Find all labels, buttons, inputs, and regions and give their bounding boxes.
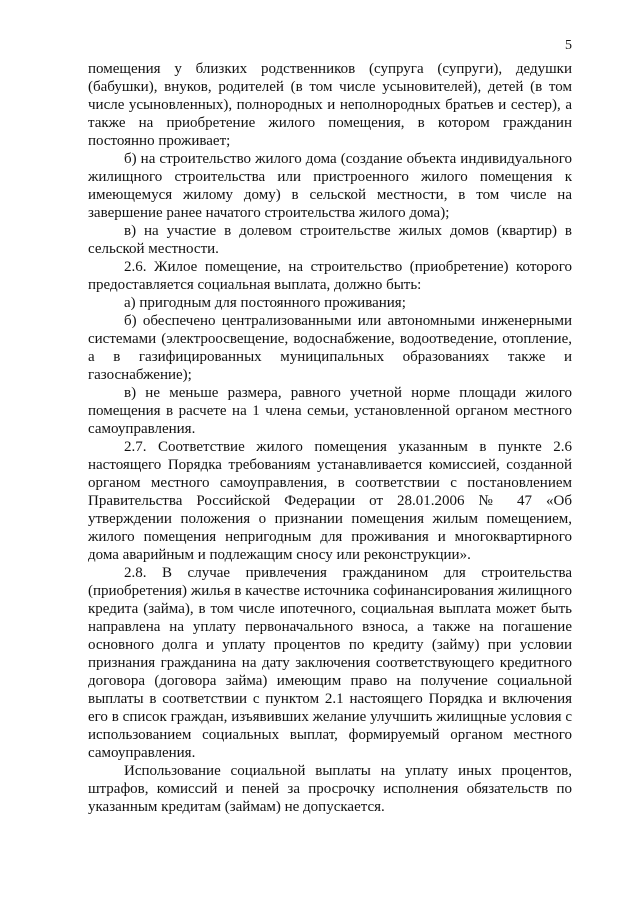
paragraph-section-2-7: 2.7. Соответствие жилого помещения указанным в пункте 2.6 настоящего Порядка требованиям устанавливается комиссией, созданной органом местного самоуправления, в соответствии с постановлением Правительства Российской Федерации от 28.01.2006 № 47 «Об утверждении положения о признании помещения жилым помещением, жилого помещения непригодным для проживания и многоквартирного дома аварийным и подлежащим сносу или реконструкции».: [88, 439, 572, 563]
paragraph-section-2-8: 2.8. В случае привлечения гражданином для строительства (приобретения) жилья в качестве источника софинансирования жилищного кредита (займа), в том числе ипотечного, социальная выплата может быть направлена на уплату первоначального взноса, а также на погашение основного долга и уплату процентов по кредиту (займу) при условии признания гражданина на дату заключения соответствующего кредитного договора (договора займа) имеющим право на получение социальной выплаты в соответствии с пунктом 2.1 настоящего Порядка и включения его в список граждан, изъявивших желание улучшить жилищные условия с использованием социальных выплат, формируемый органом местного самоуправления.: [88, 565, 572, 761]
page-number: 5: [565, 38, 572, 53]
paragraph-item-v-area-norm: в) не меньше размера, равного учетной норме площади жилого помещения в расчете на 1 члена семьи, установленной органом местного самоуправления.: [88, 385, 572, 437]
paragraph-restriction: Использование социальной выплаты на уплату иных процентов, штрафов, комиссий и пеней за просрочку исполнения обязательств по указанным кредитам (займам) не допускается.: [88, 763, 572, 815]
paragraph-item-b-engineering-systems: б) обеспечено централизованными или автономными инженерными системами (электроосвещение, водоснабжение, водоотведение, отопление, а в газифицированных муниципальных образованиях также и газоснабжение);: [88, 313, 572, 383]
paragraph-item-b-construction: б) на строительство жилого дома (создание объекта индивидуального жилищного строительства или пристроенного жилого помещения к имеющемуся жилому дому) в сельской местности, в том числе на завершение ранее начатого строительства жилого дома);: [88, 151, 572, 221]
paragraph-section-2-6: 2.6. Жилое помещение, на строительство (приобретение) которого предоставляется социальная выплата, должно быть:: [88, 259, 572, 293]
paragraph-item-a-habitable: а) пригодным для постоянного проживания;: [124, 295, 406, 311]
document-body: [88, 60, 572, 816]
paragraph-item-v-shared-construction: в) на участие в долевом строительстве жилых домов (квартир) в сельской местности.: [88, 223, 572, 257]
paragraph-continuation: помещения у близких родственников (супруга (супруги), дедушки (бабушки), внуков, родителей (в том числе усыновителей), детей (в том числе усыновленных), полнородных и неполнородных братьев и сестер), а также на приобретение жилого помещения, в котором гражданин постоянно проживает;: [88, 61, 572, 149]
